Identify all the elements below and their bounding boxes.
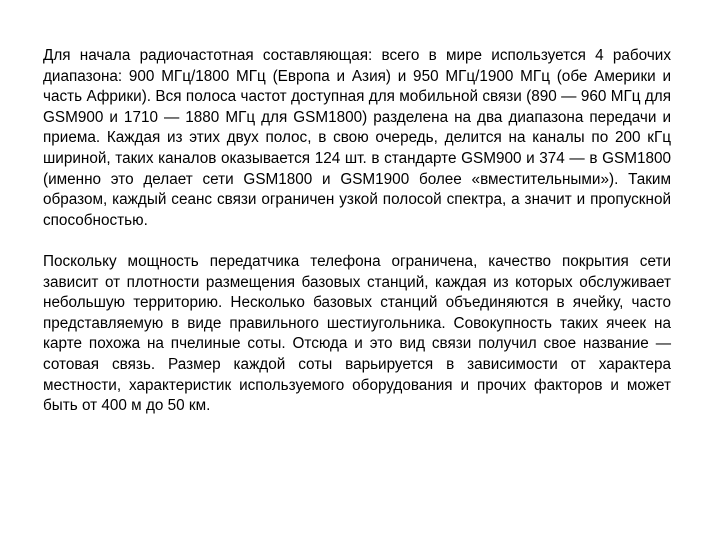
text-block <box>43 46 671 417</box>
paragraph-cell-coverage: Поскольку мощность передатчика телефона ограничена, качество покрытия сети зависит от плотности размещения базовых станций, каждая из которых обслуживает небольшую территорию. Несколько базовых станций объединяются в ячейку, часто представляемую в виде правильного шестиугольника. Совокупность таких ячеек на карте похожа на пчелиные соты. Отсюда и это вид связи получил свое название — сотовая связь. Размер каждой соты варьируется в зависимости от характера местности, характеристик используемого оборудования и прочих факторов и может быть от 400 м до 50 км. <box>43 252 671 415</box>
paragraph-radio-frequency: Для начала радиочастотная составляющая: всего в мире используется 4 рабочих диапазона: 900 МГц/1800 МГц (Европа и Азия) и 950 МГц/1900 МГц (обе Америки и часть Африки). Вся полоса частот доступная для мобильной связи (890 — 960 МГц для GSM900 и 1710 — 1880 МГц для GSM1800) разделена на два диапазона передачи и приема. Каждая из этих двух полос, в свою очередь, делится на каналы по 200 кГц шириной, таких каналов оказывается 124 шт. в стандарте GSM900 и 374 — в GSM1800 (именно это делает сети GSM1800 и GSM1900 более «вместительными»). Таким образом, каждый сеанс связи ограничен узкой полосой спектра, а значит и пропускной способностью. <box>43 47 671 229</box>
